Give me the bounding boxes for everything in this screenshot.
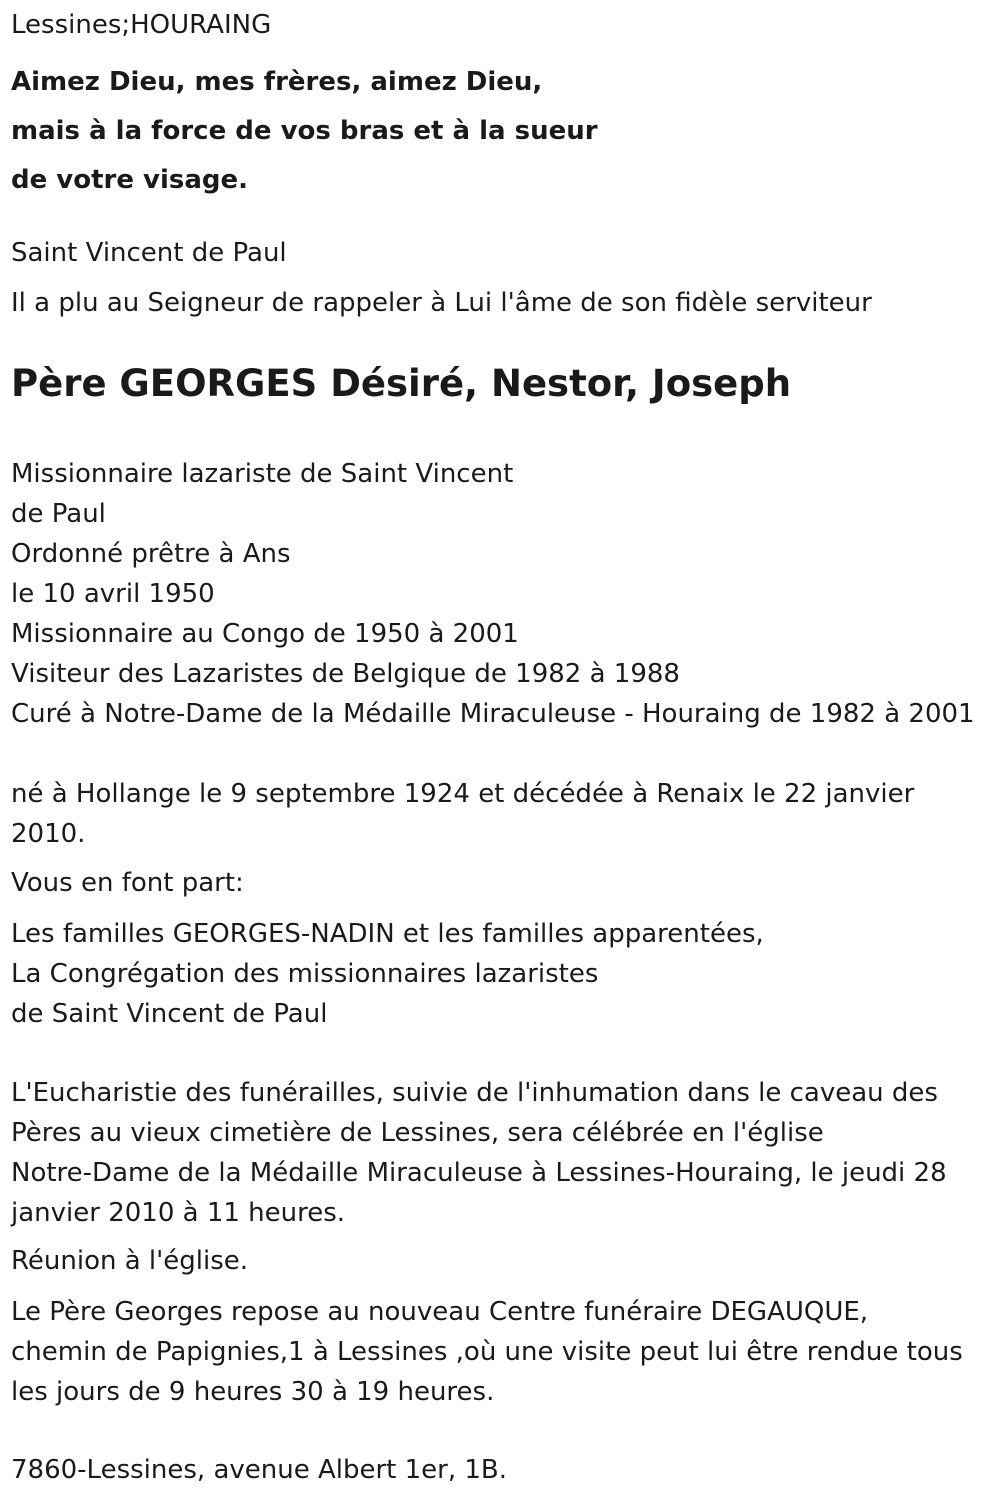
birth-death-line: 2010.	[11, 819, 86, 849]
quote-line: Aimez Dieu, mes frères, aimez Dieu,	[11, 67, 543, 97]
birth-death-line: né à Hollange le 9 septembre 1924 et décédée à Renaix le 22 janvier	[11, 779, 915, 809]
address-text: 7860-Lessines, avenue Albert 1er, 1B.	[11, 1455, 508, 1485]
title-line: Missionnaire lazariste de Saint Vincent	[11, 459, 514, 489]
family-line: de Saint Vincent de Paul	[11, 999, 328, 1029]
repose-line: chemin de Papignies,1 à Lessines ,où une visite peut lui être rendue tous	[11, 1337, 963, 1367]
title-line: Missionnaire au Congo de 1950 à 2001	[11, 619, 519, 649]
birth-death-text	[11, 774, 971, 854]
announcement-intro: Vous en font part:	[11, 868, 244, 898]
reunion-text: Réunion à l'église.	[11, 1246, 249, 1276]
quote-line: de votre visage.	[11, 165, 249, 195]
ceremony-line: Notre-Dame de la Médaille Miraculeuse à Lessines-Houraing, le jeudi 28	[11, 1158, 947, 1188]
deceased-name: Père GEORGES Désiré, Nestor, Joseph	[11, 362, 792, 405]
quote-attribution: Saint Vincent de Paul	[11, 238, 287, 268]
titles-list	[11, 454, 975, 734]
ceremony-line: L'Eucharistie des funérailles, suivie de l'inhumation dans le caveau des	[11, 1078, 938, 1108]
title-line: Curé à Notre-Dame de la Médaille Miraculeuse - Houraing de 1982 à 2001	[11, 699, 975, 729]
title-line: de Paul	[11, 499, 106, 529]
intro-text: Il a plu au Seigneur de rappeler à Lui l'âme de son fidèle serviteur	[11, 288, 872, 318]
ceremony-line: janvier 2010 à 11 heures.	[11, 1198, 346, 1228]
repose-text	[11, 1292, 981, 1412]
title-line: Visiteur des Lazaristes de Belgique de 1982 à 1988	[11, 659, 680, 689]
ceremony-line: Pères au vieux cimetière de Lessines, sera célébrée en l'église	[11, 1118, 824, 1148]
quote-line: mais à la force de vos bras et à la sueur	[11, 116, 598, 146]
family-line: Les familles GEORGES-NADIN et les familles apparentées,	[11, 919, 764, 949]
repose-line: les jours de 9 heures 30 à 19 heures.	[11, 1377, 495, 1407]
title-line: le 10 avril 1950	[11, 579, 215, 609]
title-line: Ordonné prêtre à Ans	[11, 539, 291, 569]
family-line: La Congrégation des missionnaires lazaristes	[11, 959, 599, 989]
quote-block	[11, 58, 598, 205]
location-header: Lessines;HOURAING	[11, 10, 272, 40]
families-list	[11, 914, 764, 1034]
repose-line: Le Père Georges repose au nouveau Centre funéraire DEGAUQUE,	[11, 1297, 869, 1327]
ceremony-text	[11, 1073, 981, 1233]
